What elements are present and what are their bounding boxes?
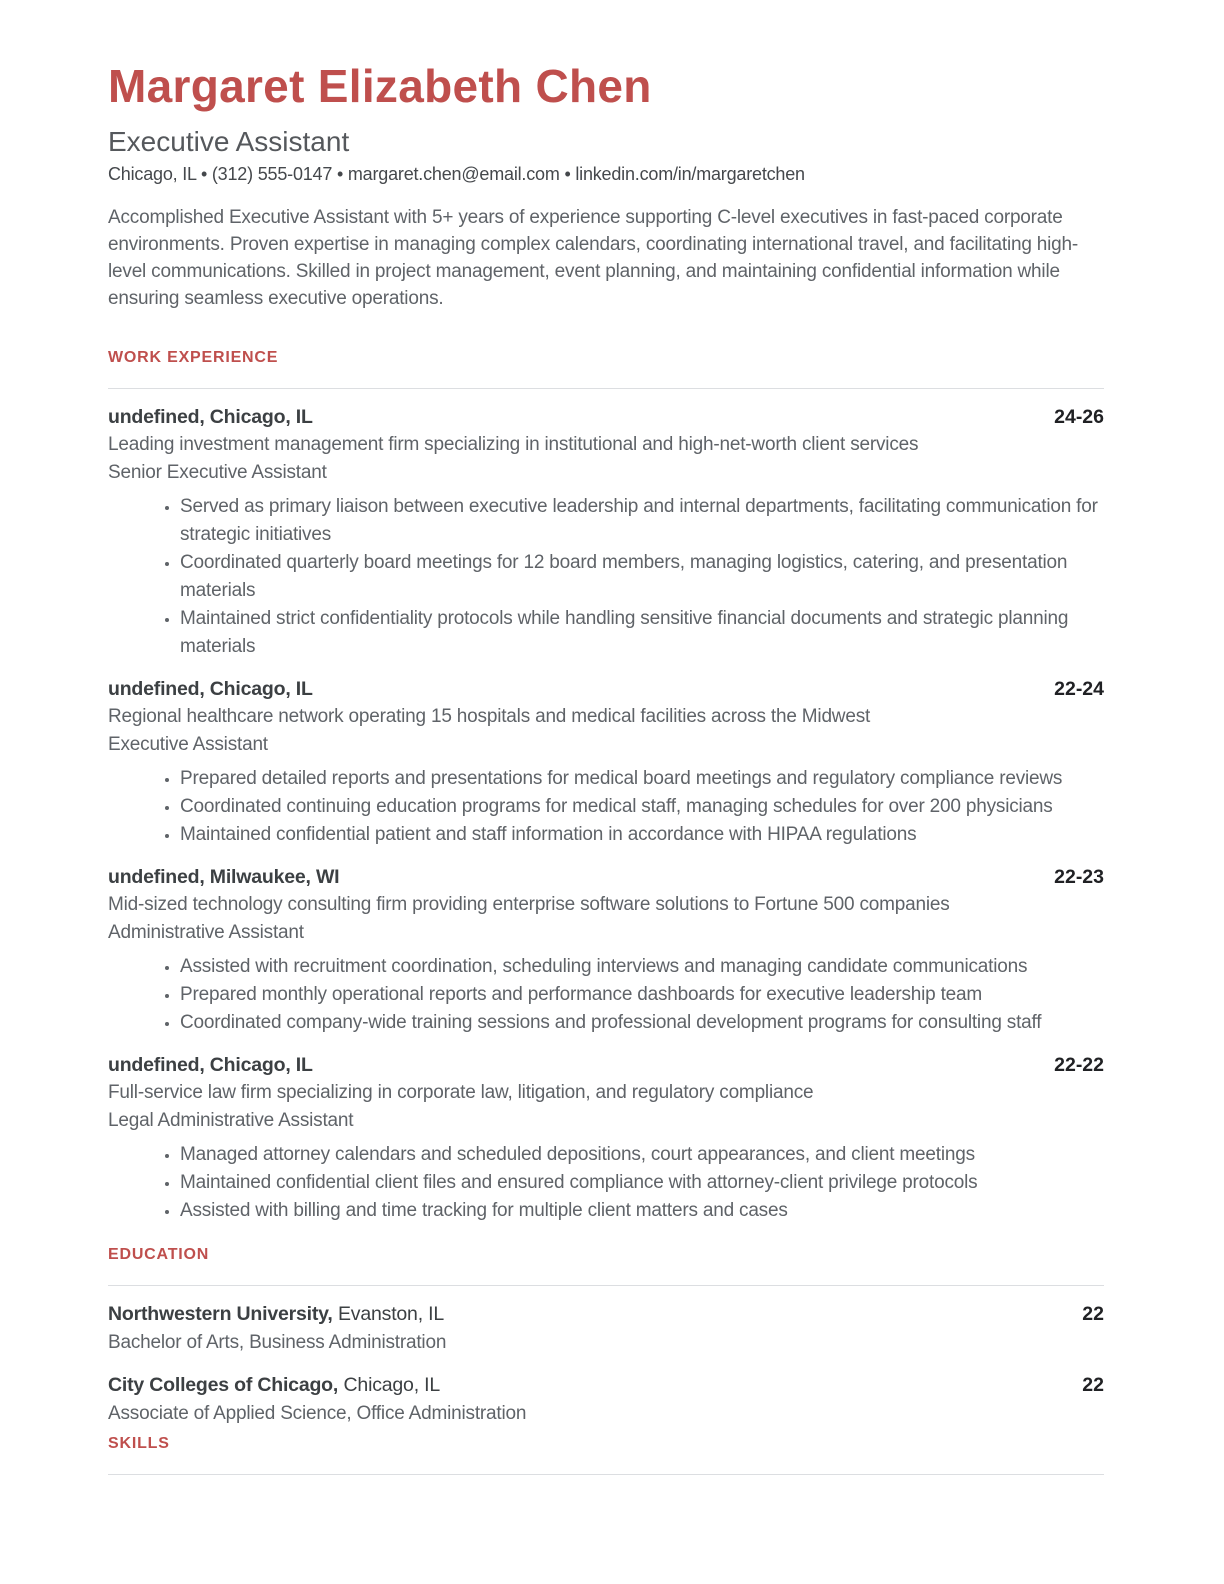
job-bullet: • Prepared detailed reports and presentations for medical board meetings and regulatory compliance reviews bbox=[180, 765, 1104, 793]
job-dates: 22-23 bbox=[1054, 865, 1104, 888]
job-company: undefined, Chicago, IL bbox=[108, 1053, 313, 1076]
section-heading-education: EDUCATION bbox=[108, 1245, 210, 1263]
job-description: Mid-sized technology consulting firm providing enterprise software solutions to Fortune 500 companies bbox=[108, 893, 950, 915]
education-entry-2 bbox=[108, 1371, 1104, 1428]
education-dates: 22 bbox=[1082, 1302, 1104, 1325]
job-description: Regional healthcare network operating 15 hospitals and medical facilities across the Midwest bbox=[108, 705, 871, 727]
education-header bbox=[108, 1371, 1104, 1399]
education-location: Evanston, IL bbox=[338, 1302, 445, 1325]
education-dates: 22 bbox=[1082, 1373, 1104, 1396]
job-entry-4 bbox=[108, 1051, 1104, 1225]
job-header bbox=[108, 1051, 1104, 1079]
job-bullet: • Maintained strict confidentiality protocols while handling sensitive financial documents and strategic planning materials bbox=[180, 605, 1104, 661]
education-school-line bbox=[108, 1300, 444, 1328]
job-entry-2 bbox=[108, 675, 1104, 849]
job-entry-1 bbox=[108, 403, 1104, 661]
job-header bbox=[108, 675, 1104, 703]
education-institution: City Colleges of Chicago, bbox=[108, 1373, 339, 1396]
job-role: Legal Administrative Assistant bbox=[108, 1109, 354, 1131]
job-bullet: • Maintained confidential patient and staff information in accordance with HIPAA regulations bbox=[180, 821, 1104, 849]
job-dates: 22-24 bbox=[1054, 677, 1104, 700]
job-company: undefined, Milwaukee, WI bbox=[108, 865, 340, 888]
job-bullet: • Prepared monthly operational reports and performance dashboards for executive leadership team bbox=[180, 981, 1104, 1009]
job-bullet: • Assisted with recruitment coordination, scheduling interviews and managing candidate communications bbox=[180, 953, 1104, 981]
divider bbox=[108, 1474, 1104, 1475]
job-bullet: • Maintained confidential client files and ensured compliance with attorney-client privilege protocols bbox=[180, 1169, 1104, 1197]
job-bullet: • Coordinated quarterly board meetings for 12 board members, managing logistics, catering, and presentation materials bbox=[180, 549, 1104, 605]
job-bullet-list bbox=[108, 493, 1104, 661]
education-header bbox=[108, 1300, 1104, 1328]
summary-paragraph: Accomplished Executive Assistant with 5+ years of experience supporting C-level executives in fast-paced corporate environments. Proven expertise in managing complex calendars, coordinating international travel, and facilitating high-level communications. Skilled in project management, event planning, and maintaining confidential information while ensuring seamless executive operations. bbox=[108, 206, 1079, 309]
job-bullet-list bbox=[108, 1141, 1104, 1225]
job-dates: 24-26 bbox=[1054, 405, 1104, 428]
job-description: Leading investment management firm specializing in institutional and high-net-worth client services bbox=[108, 433, 919, 455]
job-role: Senior Executive Assistant bbox=[108, 461, 327, 483]
job-entry-3 bbox=[108, 863, 1104, 1037]
education-degree: Bachelor of Arts, Business Administration bbox=[108, 1331, 447, 1353]
job-bullet-list bbox=[108, 953, 1104, 1037]
job-bullet: • Assisted with billing and time tracking for multiple client matters and cases bbox=[180, 1197, 1104, 1225]
job-role: Executive Assistant bbox=[108, 733, 268, 755]
education-entry-1 bbox=[108, 1300, 1104, 1357]
divider bbox=[108, 1285, 1104, 1286]
job-bullet: • Coordinated company-wide training sessions and professional development programs for consulting staff bbox=[180, 1009, 1104, 1037]
job-dates: 22-22 bbox=[1054, 1053, 1104, 1076]
education-institution: Northwestern University, bbox=[108, 1302, 333, 1325]
section-heading-skills: SKILLS bbox=[108, 1434, 170, 1452]
education-school-line bbox=[108, 1371, 440, 1399]
person-name: Margaret Elizabeth Chen bbox=[108, 60, 652, 112]
job-company: undefined, Chicago, IL bbox=[108, 405, 313, 428]
job-description: Full-service law firm specializing in corporate law, litigation, and regulatory compliance bbox=[108, 1081, 814, 1103]
job-bullet: • Managed attorney calendars and scheduled depositions, court appearances, and client meetings bbox=[180, 1141, 1104, 1169]
job-company: undefined, Chicago, IL bbox=[108, 677, 313, 700]
job-header bbox=[108, 863, 1104, 891]
person-title: Executive Assistant bbox=[108, 125, 350, 157]
contact-line: Chicago, IL • (312) 555-0147 • margaret.chen@email.com • linkedin.com/in/margaretchen bbox=[108, 163, 805, 184]
job-bullet: • Served as primary liaison between executive leadership and internal departments, facilitating communication for strategic initiatives bbox=[180, 493, 1104, 549]
education-location: Chicago, IL bbox=[343, 1373, 440, 1396]
section-heading-work-experience: WORK EXPERIENCE bbox=[108, 348, 279, 366]
education-degree: Associate of Applied Science, Office Administration bbox=[108, 1402, 527, 1424]
job-header bbox=[108, 403, 1104, 431]
job-bullet-list bbox=[108, 765, 1104, 849]
divider bbox=[108, 388, 1104, 389]
job-role: Administrative Assistant bbox=[108, 921, 304, 943]
job-bullet: • Coordinated continuing education programs for medical staff, managing schedules for over 200 physicians bbox=[180, 793, 1104, 821]
